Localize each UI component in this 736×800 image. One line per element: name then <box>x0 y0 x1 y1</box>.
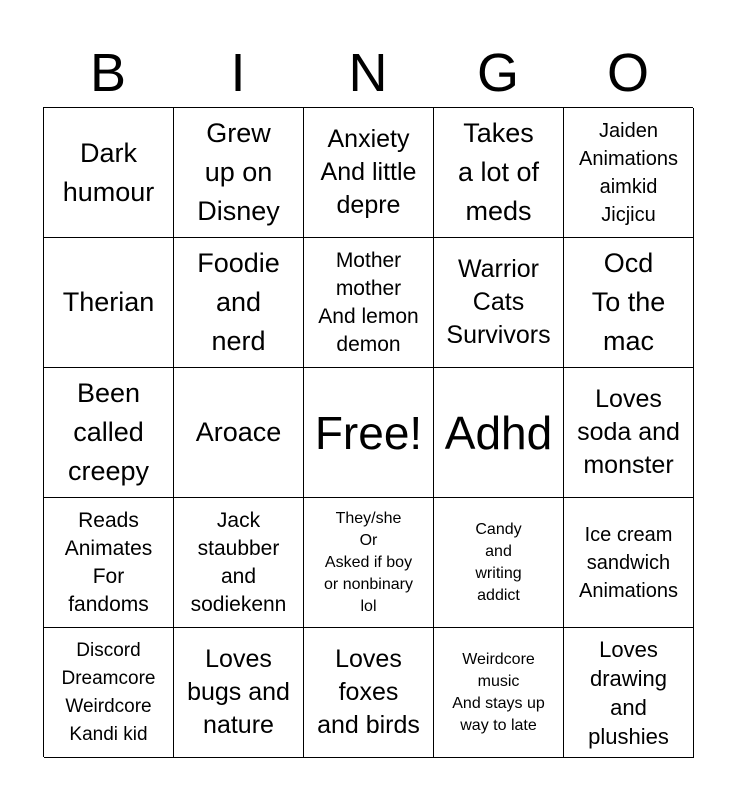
bingo-cell-n4[interactable]: They/she Or Asked if boy or nonbinary lol <box>304 498 434 628</box>
bingo-cell-g5[interactable]: Weirdcore music And stays up way to late <box>434 628 564 758</box>
bingo-cell-g4[interactable]: Candy and writing addict <box>434 498 564 628</box>
bingo-cell-free[interactable]: Free! <box>304 368 434 498</box>
bingo-cell-b5[interactable]: Discord Dreamcore Weirdcore Kandi kid <box>44 628 174 758</box>
bingo-cell-i2[interactable]: Foodie and nerd <box>174 238 304 368</box>
bingo-cell-g3[interactable]: Adhd <box>434 368 564 498</box>
header-letter-n: N <box>348 43 388 103</box>
bingo-cell-b2[interactable]: Therian <box>44 238 174 368</box>
bingo-board <box>43 107 693 757</box>
bingo-cell-b3[interactable]: Been called creepy <box>44 368 174 498</box>
bingo-cell-o5[interactable]: Loves drawing and plushies <box>564 628 694 758</box>
bingo-cell-o3[interactable]: Loves soda and monster <box>564 368 694 498</box>
bingo-cell-i3[interactable]: Aroace <box>174 368 304 498</box>
header-letter-i: I <box>230 43 246 103</box>
bingo-cell-n5[interactable]: Loves foxes and birds <box>304 628 434 758</box>
bingo-cell-n1[interactable]: Anxiety And little depre <box>304 108 434 238</box>
bingo-cell-b4[interactable]: Reads Animates For fandoms <box>44 498 174 628</box>
bingo-cell-g1[interactable]: Takes a lot of meds <box>434 108 564 238</box>
bingo-header <box>43 40 693 106</box>
header-letter-b: B <box>89 43 127 103</box>
bingo-cell-o1[interactable]: Jaiden Animations aimkid Jicjicu <box>564 108 694 238</box>
bingo-cell-o4[interactable]: Ice cream sandwich Animations <box>564 498 694 628</box>
header-letter-g: G <box>476 43 519 103</box>
bingo-cell-n2[interactable]: Mother mother And lemon demon <box>304 238 434 368</box>
header-letter-o: O <box>606 43 649 103</box>
bingo-cell-b1[interactable]: Dark humour <box>44 108 174 238</box>
bingo-cell-i5[interactable]: Loves bugs and nature <box>174 628 304 758</box>
bingo-cell-o2[interactable]: Ocd To the mac <box>564 238 694 368</box>
bingo-cell-i1[interactable]: Grew up on Disney <box>174 108 304 238</box>
bingo-cell-i4[interactable]: Jack staubber and sodiekenn <box>174 498 304 628</box>
bingo-cell-g2[interactable]: Warrior Cats Survivors <box>434 238 564 368</box>
